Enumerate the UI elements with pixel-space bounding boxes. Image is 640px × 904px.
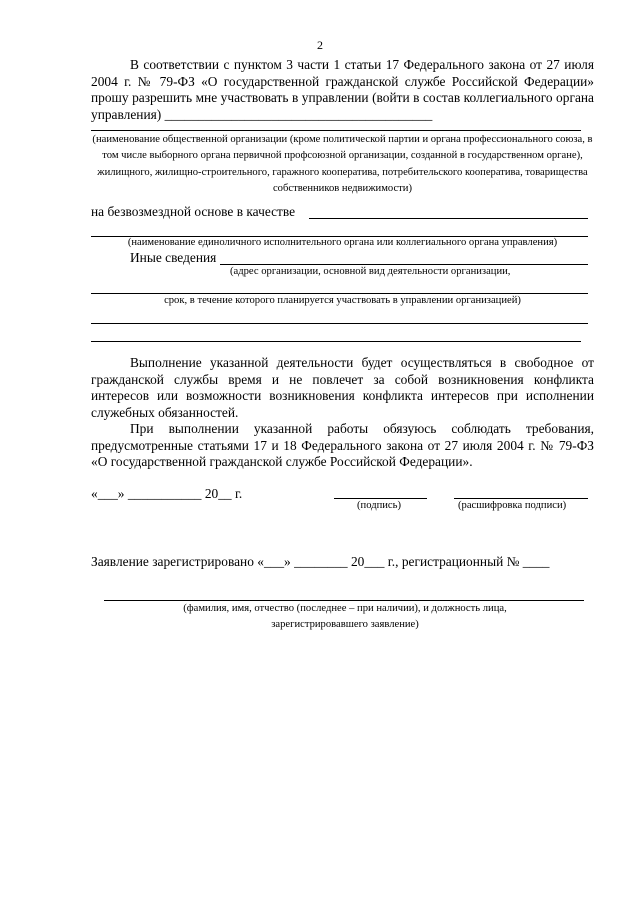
org-caption: (наименование общественной организации (кроме политической партии и органа профессионального союза, в том числе выборного органа первичной профсоюзной организации, созданной в государственном органе), жилищного, жилищно-строительного, гаражного кооператива, потребительского кооператива, товарищества собственников недвижимости) [92, 134, 593, 195]
org-name-line [91, 130, 581, 131]
page-number: 2 [317, 38, 323, 52]
intro-paragraph: В соответствии с пунктом 3 части 1 статьи 17 Федерального закона от 27 июля 2004 г. № 79-ФЗ «О государственной гражданской службе Российской Федерации» прошу разрешить мне участвовать в управлении (войти в состав коллегиального органа управления) ________________________________________ [91, 57, 594, 122]
decoding-caption: (расшифровка подписи) [458, 500, 567, 511]
registration-line: Заявление зарегистрировано «___» ________ 20___ г., регистрационный № ____ [91, 554, 550, 569]
other-info-line [220, 264, 588, 265]
date-field: «___» ___________ 20__ г. [91, 486, 243, 501]
decoding-line [454, 498, 588, 499]
gratuitous-label: на безвозмездной основе в качестве [91, 204, 296, 219]
signature-caption: (подпись) [357, 500, 401, 511]
extra-line-1 [91, 323, 588, 324]
extra-line-2 [91, 341, 581, 342]
activity-paragraph: Выполнение указанной деятельности будет осуществляться в свободное от гражданской службы время и не повлечет за собой возникновения конфликта интересов или возможности возникновения конфликта интересов при исполнении служебных обязанностей. [91, 355, 594, 420]
other-info-label: Иные сведения [130, 250, 217, 265]
address-caption: (адрес организации, основной вид деятельности организации, [230, 266, 511, 277]
term-caption: срок, в течение которого планируется участвовать в управлении организацией) [164, 295, 521, 306]
position-line [309, 218, 588, 219]
registrar-caption: (фамилия, имя, отчество (последнее – при наличии), и должность лица, зарегистрировавшего заявление) [183, 603, 507, 631]
obligation-paragraph: При выполнении указанной работы обязуюсь соблюдать требования, предусмотренные статьями 17 и 18 Федерального закона от 27 июля 2004 г. № 79-ФЗ «О государственной гражданской службе Российской Федерации». [91, 421, 594, 470]
executive-caption: (наименование единоличного исполнительного органа или коллегиального органа управления) [127, 237, 558, 248]
signature-line [334, 498, 427, 499]
